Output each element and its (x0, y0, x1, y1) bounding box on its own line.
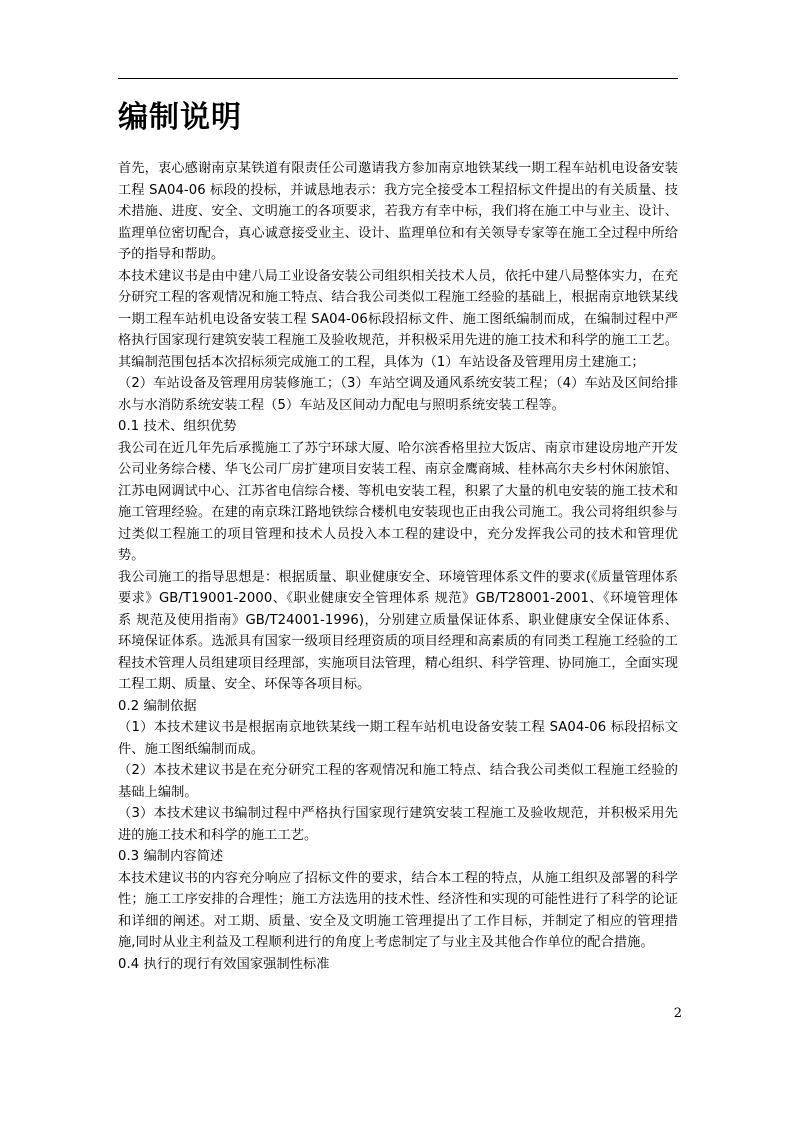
section-heading-0-1: 0.1 技术、组织优势 (118, 419, 237, 434)
paragraph-4: 我公司在近几年先后承揽施工了苏宁环球大厦、哈尔滨香格里拉大饭店、南京市建设房地产开发公司业务综合楼、华飞公司厂房扩建项目安装工程、南京金鹰商城、桂林高尔夫乡村休闲旅馆、江苏电网调试中心、江苏省电信综合楼、等机电安装工程，积累了大量的机电安装的施工技术和施工管理经验。在建的南京珠江路地铁综合楼机电安装现也正由我公司施工。我公司将组织参与过类似工程施工的项目管理和技术人员投入本工程的建设中，充分发挥我公司的技术和管理优势。 (118, 440, 678, 563)
page-title: 编制说明 (118, 100, 242, 135)
section-heading-0-3: 0.3 编制内容简述 (118, 849, 224, 864)
header-divider (118, 78, 678, 79)
paragraph-9: 本技术建议书的内容充分响应了招标文件的要求，结合本工程的特点，从施工组织及部署的科学性；施工工序安排的合理性；施工方法选用的技术性、经济性和实现的可能性进行了科学的论证和详细的阐述。对工期、质量、安全及文明施工管理提出了工作目标，并制定了相应的管理措施,同时从业主利益及工程顺利进行的角度上考虑制定了与业主及其他合作单位的配合措施。 (118, 870, 678, 950)
paragraph-5: 我公司施工的指导思想是：根据质量、职业健康安全、环境管理体系文件的要求(《质量管理体系 要求》GB/T19001-2000、《职业健康安全管理体系 规范》GB/T28001-2001、《环境管理体系 规范及使用指南》GB/T24001-1996)，分别建立质量保证体系、职业健康安全保证体系、环境保证体系。选派具有国家一级项目经理资质的项目经理和高素质的有同类工程施工经验的工程技术管理人员组建项目经理部，实施项目法管理，精心组织、科学管理、协同施工，全面实现工程工期、质量、安全、环保等各项目标。 (118, 569, 678, 692)
paragraph-2: 本技术建议书是由中建八局工业设备安装公司组织相关技术人员，依托中建八局整体实力，在充分研究工程的客观情况和施工特点、结合我公司类似工程施工经验的基础上，根据南京地铁某线一期工程车站机电设备安装工程 SA04-06标段招标文件、施工图纸编制而成，在编制过程中严格执行国家现行建筑安装工程施工及验收规范，并积极采用先进的施工技术和科学的施工工艺。其编制范围包括本次招标须完成施工的工程，具体为（1）车站设备及管理用房土建施工； (118, 268, 678, 370)
paragraph-1: 首先，衷心感谢南京某铁道有限责任公司邀请我方参加南京地铁某线一期工程车站机电设备安装工程 SA04-06 标段的投标，并诚恳地表示：我方完全接受本工程招标文件提出的有关质量、技术措施、进度、安全、文明施工的各项要求，若我方有幸中标，我们将在施工中与业主、设计、监理单位密切配合，真心诚意接受业主、设计、监理单位和有关领导专家等在施工全过程中所给予的指导和帮助。 (118, 161, 678, 262)
section-heading-0-4: 0.4 执行的现行有效国家强制性标准 (118, 956, 330, 972)
paragraph-3: （2）车站设备及管理用房装修施工；（3）车站空调及通风系统安装工程；（4）车站及区间给排水与水消防系统安装工程（5）车站及区间动力配电与照明系统安装工程等。 (118, 376, 678, 413)
document-body (118, 100, 678, 975)
page-number: 2 (673, 1006, 682, 1021)
paragraph-8: （3）本技术建议书编制过程中严格执行国家现行建筑安装工程施工及验收规范，并积极采用先进的施工技术和科学的施工工艺。 (118, 806, 678, 843)
section-heading-0-2: 0.2 编制依据 (118, 698, 197, 714)
paragraph-7: （2）本技术建议书是在充分研究工程的客观情况和施工特点、结合我公司类似工程施工经验的基础上编制。 (118, 763, 678, 800)
paragraph-6: （1）本技术建议书是根据南京地铁某线一期工程车站机电设备安装工程 SA04-06 标段招标文件、施工图纸编制而成。 (118, 720, 678, 757)
